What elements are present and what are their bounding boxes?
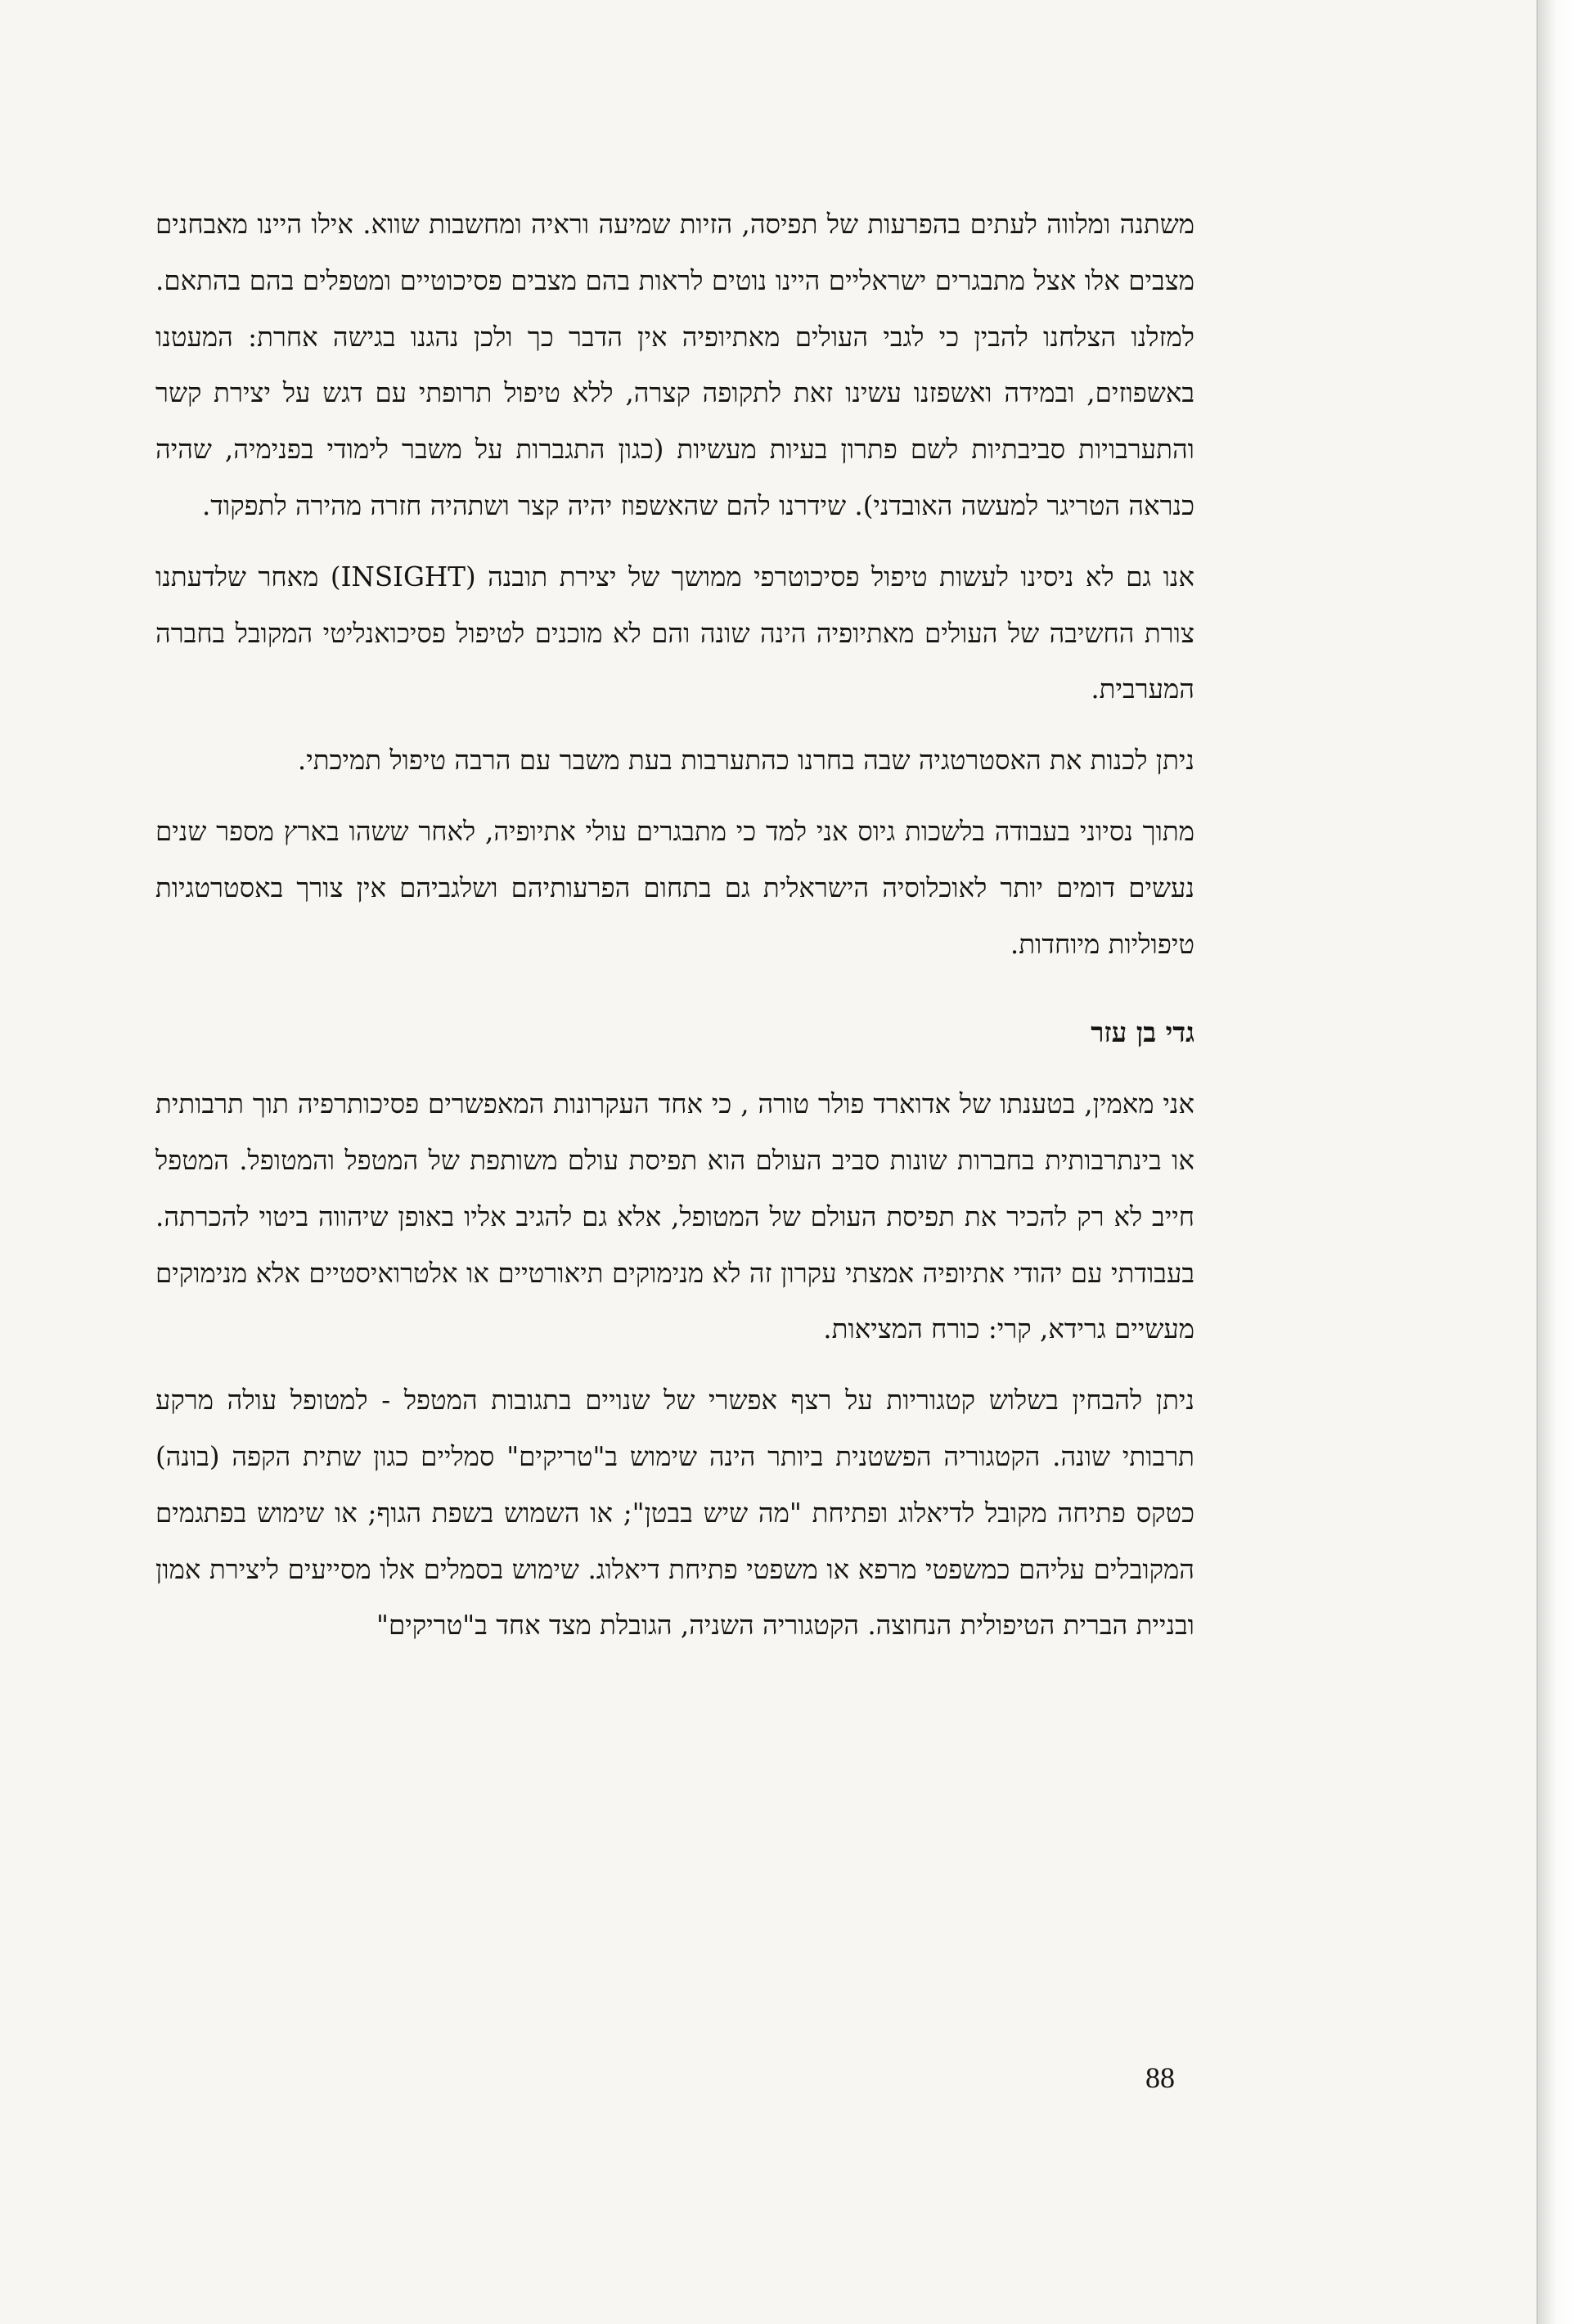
paragraph-4: מתוך נסיוני בעבודה בלשכות גיוס אני למד כי מתבגרים עולי אתיופיה, לאחר ששהו בארץ מספר שנים נעשים דומים יותר לאוכלוסיה הישראלית גם בתחום הפרעותיהם ושלגביהם אין צורך באסטרטגיות טיפוליות מיוחדות.: [155, 815, 1194, 960]
paragraph-3: ניתן לכנות את האסטרטגיה שבה בחרנו כהתערבות בעת משבר עם הרבה טיפול תמיכתי.: [297, 745, 1194, 777]
scan-edge-divider: [1536, 0, 1579, 2324]
paragraph-6: ניתן להבחין בשלוש קטגוריות על רצף אפשרי של שנויים בתגובות המטפל - למטופל עולה מרקע תרבותי שונה. הקטגוריה הפשטנית ביותר הינה שימוש ב"טריקים" סמליים כגון שתית הקפה (בונה) כטקס פתיחה מקובל לדיאלוג ופתיחת "מה שיש בבטן"; או השמוש בשפת הגוף; או שימוש בפתגמים המקובלים עליהם כמשפטי מרפא או משפטי פתיחת דיאלוג. שימוש בסמלים אלו מסייעים ליצירת אמון ובניית הברית הטיפולית הנחוצה. הקטגוריה השניה, הגובלת מצד אחד ב"טריקים": [155, 1385, 1194, 1642]
paragraph-2: אנו גם לא ניסינו לעשות טיפול פסיכוטרפי ממושך של יצירת תובנה (INSIGHT) מאחר שלדעתנו צורת החשיבה של העולים מאתיופיה הינה שונה והם לא מוכנים לטיפול פסיכואנליטי המקובל בחברה המערבית.: [155, 561, 1194, 705]
paragraph-1: משתנה ומלווה לעתים בהפרעות של תפיסה, הזיות שמיעה וראיה ומחשבות שווא. אילו היינו מאבחנים מצבים אלו אצל מתבגרים ישראליים היינו נוטים לראות בהם מצבים פסיכוטיים ומטפלים בהם בהתאם. למזלנו הצלחנו להבין כי לגבי העולים מאתיופיה אין הדבר כך ולכן נהגנו בגישה אחרת: המעטנו באשפוזים, ובמידה ואשפזנו עשינו זאת לתקופה קצרה, ללא טיפול תרופתי עם דגש על יצירת קשר והתערבויות סביבתיות לשם פתרון בעיות מעשיות (כגון התגברות על משבר לימודי בפנימיה, שהיה כנראה הטריגר למעשה האובדני). שידרנו להם שהאשפוז יהיה קצר ושתהיה חזרה מהירה לתפקוד.: [155, 209, 1194, 521]
page-body-text: [155, 196, 1194, 1669]
page-number: 88: [1145, 2061, 1175, 2094]
paragraph-5: אני מאמין, בטענתו של אדוארד פולר טורה , כי אחד העקרונות המאפשרים פסיכותרפיה תוך תרבותית או בינתרבותית בחברות שונות סביב העולם הוא תפיסת עולם משותפת של המטפל והמטופל. המטפל חייב לא רק להכיר את תפיסת העולם של המטופל, אלא גם להגיב אליו באופן שיהווה ביטוי להכרתה. בעבודתי עם יהודי אתיופיה אמצתי עקרון זה לא מנימוקים תיאורטיים או אלטרואיסטיים אלא מנימוקים מעשיים גרידא, קרי: כורח המציאות.: [155, 1088, 1194, 1345]
section-author-heading: גדי בן עזר: [1091, 1016, 1194, 1049]
